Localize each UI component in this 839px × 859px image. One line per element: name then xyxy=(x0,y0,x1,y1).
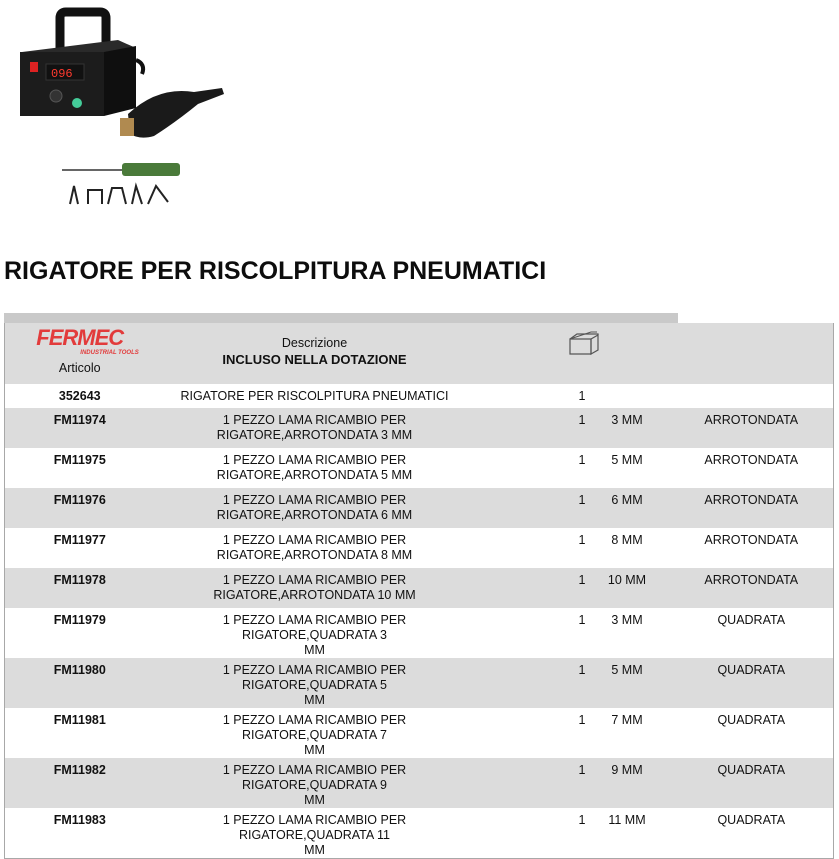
article-description xyxy=(155,758,475,808)
article-code: FM11975 xyxy=(5,448,155,488)
article-shape: QUADRATA xyxy=(670,658,834,708)
descrizione-sub: INCLUSO NELLA DOTAZIONE xyxy=(222,352,407,367)
product-table xyxy=(4,313,833,859)
article-description xyxy=(155,808,475,859)
article-code: FM11974 xyxy=(5,408,155,448)
table-row xyxy=(5,658,834,708)
articles-table xyxy=(4,323,834,859)
article-quantity: 1 xyxy=(475,568,585,608)
description-line-1: 1 PEZZO LAMA RICAMBIO PER RIGATORE,QUADRATA 11 xyxy=(222,813,407,842)
table-row xyxy=(5,384,834,408)
article-quantity: 1 xyxy=(475,384,585,408)
description-line-2: RIGATORE,ARROTONDATA 10 MM xyxy=(213,588,416,602)
description-line-1: 1 PEZZO LAMA RICAMBIO PER RIGATORE,QUADRATA 3 xyxy=(222,613,407,642)
description-line-2: MM xyxy=(304,843,325,857)
article-quantity: 1 xyxy=(475,448,585,488)
description-line-2: MM xyxy=(304,643,325,657)
article-quantity: 1 xyxy=(475,608,585,658)
description-line-1: RIGATORE PER RISCOLPITURA PNEUMATICI xyxy=(180,389,449,403)
article-description xyxy=(155,658,475,708)
article-quantity: 1 xyxy=(475,408,585,448)
header-shape-cell xyxy=(670,323,834,384)
article-size: 8 MM xyxy=(585,528,670,568)
description-line-1: 1 PEZZO LAMA RICAMBIO PER RIGATORE,QUADRATA 5 xyxy=(222,663,407,692)
article-shape: QUADRATA xyxy=(670,808,834,859)
table-row xyxy=(5,448,834,488)
article-shape: ARROTONDATA xyxy=(670,488,834,528)
table-header-row xyxy=(5,323,834,384)
article-shape: QUADRATA xyxy=(670,708,834,758)
logo-subtitle: INDUSTRIAL TOOLS xyxy=(80,350,139,356)
table-row xyxy=(5,608,834,658)
article-quantity: 1 xyxy=(475,708,585,758)
description-line-2: MM xyxy=(304,693,325,707)
article-size: 9 MM xyxy=(585,758,670,808)
article-shape: ARROTONDATA xyxy=(670,528,834,568)
description-line-1: 1 PEZZO LAMA RICAMBIO PER xyxy=(222,533,407,547)
article-code: FM11978 xyxy=(5,568,155,608)
description-line-2: MM xyxy=(304,793,325,807)
article-size: 3 MM xyxy=(585,408,670,448)
article-description xyxy=(155,408,475,448)
fermec-logo xyxy=(21,327,139,361)
article-quantity: 1 xyxy=(475,488,585,528)
description-line-1: 1 PEZZO LAMA RICAMBIO PER RIGATORE,QUADRATA 9 xyxy=(222,763,407,792)
description-line-2: RIGATORE,ARROTONDATA 6 MM xyxy=(216,508,413,522)
article-code: FM11980 xyxy=(5,658,155,708)
table-top-strip xyxy=(4,313,678,323)
article-size: 3 MM xyxy=(585,608,670,658)
article-description xyxy=(155,528,475,568)
article-quantity: 1 xyxy=(475,658,585,708)
article-shape: ARROTONDATA xyxy=(670,568,834,608)
description-line-1: 1 PEZZO LAMA RICAMBIO PER xyxy=(222,493,407,507)
description-line-2: RIGATORE,ARROTONDATA 8 MM xyxy=(216,548,413,562)
article-shape: QUADRATA xyxy=(670,608,834,658)
description-line-2: RIGATORE,ARROTONDATA 3 MM xyxy=(216,428,413,442)
description-line-1: 1 PEZZO LAMA RICAMBIO PER xyxy=(222,453,407,467)
article-shape: ARROTONDATA xyxy=(670,408,834,448)
article-shape: QUADRATA xyxy=(670,758,834,808)
article-quantity: 1 xyxy=(475,808,585,859)
article-size xyxy=(585,384,670,408)
table-row xyxy=(5,488,834,528)
article-code: FM11981 xyxy=(5,708,155,758)
table-row xyxy=(5,528,834,568)
description-line-2: RIGATORE,ARROTONDATA 5 MM xyxy=(216,468,413,482)
article-code: FM11977 xyxy=(5,528,155,568)
article-shape: ARROTONDATA xyxy=(670,448,834,488)
article-description xyxy=(155,608,475,658)
article-description xyxy=(155,708,475,758)
article-quantity: 1 xyxy=(475,528,585,568)
article-description xyxy=(155,568,475,608)
article-size: 6 MM xyxy=(585,488,670,528)
article-quantity: 1 xyxy=(475,758,585,808)
article-code: FM11983 xyxy=(5,808,155,859)
article-code: FM11976 xyxy=(5,488,155,528)
table-row xyxy=(5,808,834,859)
table-row xyxy=(5,568,834,608)
header-descrizione-cell xyxy=(155,323,475,384)
article-code: FM11982 xyxy=(5,758,155,808)
box-icon xyxy=(567,330,601,356)
table-row xyxy=(5,758,834,808)
page-title: RIGATORE PER RISCOLPITURA PNEUMATICI xyxy=(4,257,547,285)
article-code: FM11979 xyxy=(5,608,155,658)
article-code: 352643 xyxy=(5,384,155,408)
description-line-2: MM xyxy=(304,743,325,757)
article-size: 7 MM xyxy=(585,708,670,758)
table-row xyxy=(5,408,834,448)
display-readout: 096 xyxy=(51,67,73,81)
description-line-1: 1 PEZZO LAMA RICAMBIO PER RIGATORE,QUADRATA 7 xyxy=(222,713,407,742)
description-line-1: 1 PEZZO LAMA RICAMBIO PER xyxy=(222,573,407,587)
header-qty-cell xyxy=(475,323,585,384)
tire-groover-illustration xyxy=(8,4,230,214)
descrizione-label: Descrizione xyxy=(281,336,348,350)
article-size: 10 MM xyxy=(585,568,670,608)
article-shape xyxy=(670,384,834,408)
article-size: 5 MM xyxy=(585,448,670,488)
articolo-label: Articolo xyxy=(58,361,101,375)
logo-text: FERMEC xyxy=(36,325,124,350)
article-description xyxy=(155,448,475,488)
article-description xyxy=(155,488,475,528)
article-size: 11 MM xyxy=(585,808,670,859)
article-description xyxy=(155,384,475,408)
description-line-1: 1 PEZZO LAMA RICAMBIO PER xyxy=(222,413,407,427)
product-image xyxy=(8,4,230,214)
table-row xyxy=(5,708,834,758)
header-articolo-cell xyxy=(5,323,155,384)
article-size: 5 MM xyxy=(585,658,670,708)
